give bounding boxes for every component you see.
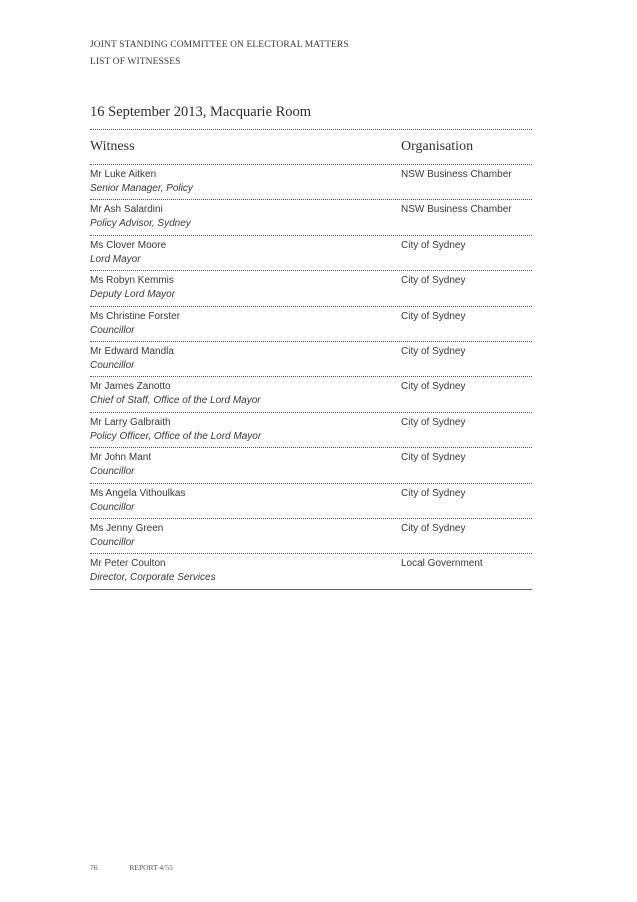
table-row (90, 554, 532, 589)
witness-organisation: City of Sydney (401, 522, 466, 534)
table-row (90, 165, 532, 200)
table-row (90, 448, 532, 483)
witness-name: Mr Edward Mandla (90, 345, 174, 357)
witness-name: Ms Robyn Kemmis (90, 275, 174, 287)
table-row (90, 413, 532, 448)
witness-role: Policy Advisor, Sydney (90, 218, 191, 230)
page-number: 76 (90, 863, 98, 872)
witness-role: Councillor (90, 501, 135, 513)
witness-role: Councillor (90, 359, 135, 371)
witness-role: Senior Manager, Policy (90, 183, 193, 194)
report-number: REPORT 4/55 (129, 863, 173, 872)
witness-role: Councillor (90, 324, 135, 336)
table-row (90, 200, 532, 235)
witness-organisation: City of Sydney (401, 452, 466, 464)
table-row (90, 484, 532, 519)
table-row (90, 271, 532, 306)
witness-role: Deputy Lord Mayor (90, 289, 176, 301)
witness-organisation: City of Sydney (401, 310, 466, 322)
witness-role: Policy Officer, Office of the Lord Mayor (90, 430, 262, 442)
running-header (90, 37, 349, 71)
column-header-witness: Witness (90, 139, 135, 154)
witness-organisation: NSW Business Chamber (401, 204, 512, 216)
table-row (90, 307, 532, 342)
witness-table (90, 129, 532, 590)
witness-name: Mr John Mant (90, 452, 152, 464)
witness-name: Ms Jenny Green (90, 522, 164, 534)
column-header-organisation: Organisation (401, 139, 474, 154)
witness-name: Ms Angela Vithoulkas (90, 487, 186, 499)
witness-role: Councillor (90, 536, 135, 548)
witness-role: Director, Corporate Services (90, 572, 216, 584)
witness-organisation: City of Sydney (401, 275, 466, 287)
witness-name: Ms Clover Moore (90, 239, 167, 251)
table-row (90, 342, 532, 377)
witness-role: Lord Mayor (90, 253, 141, 265)
witness-organisation: City of Sydney (401, 345, 466, 357)
witness-name: Mr James Zanotto (90, 381, 171, 393)
witness-organisation: City of Sydney (401, 487, 466, 499)
witness-name: Ms Christine Forster (90, 310, 181, 322)
witness-organisation: City of Sydney (401, 239, 466, 251)
witness-role: Councillor (90, 466, 135, 478)
page-footer (90, 863, 173, 872)
witness-organisation: City of Sydney (401, 381, 466, 393)
witness-organisation: NSW Business Chamber (401, 169, 512, 180)
table-row (90, 519, 532, 554)
witness-name: Mr Larry Galbraith (90, 416, 171, 428)
witness-name: Mr Ash Salardini (90, 204, 163, 216)
witness-name: Mr Peter Coulton (90, 558, 166, 570)
witness-role: Chief of Staff, Office of the Lord Mayor (90, 395, 261, 407)
witness-organisation: City of Sydney (401, 416, 466, 428)
witness-organisation: Local Government (401, 558, 483, 570)
table-header (90, 129, 532, 165)
header-committee-name: JOINT STANDING COMMITTEE ON ELECTORAL MATTERS (90, 40, 349, 50)
table-row (90, 377, 532, 412)
header-section-name: LIST OF WITNESSES (90, 57, 181, 67)
witness-name: Mr Luke Aitken (90, 169, 157, 180)
table-row (90, 236, 532, 271)
section-title: 16 September 2013, Macquarie Room (90, 104, 312, 120)
